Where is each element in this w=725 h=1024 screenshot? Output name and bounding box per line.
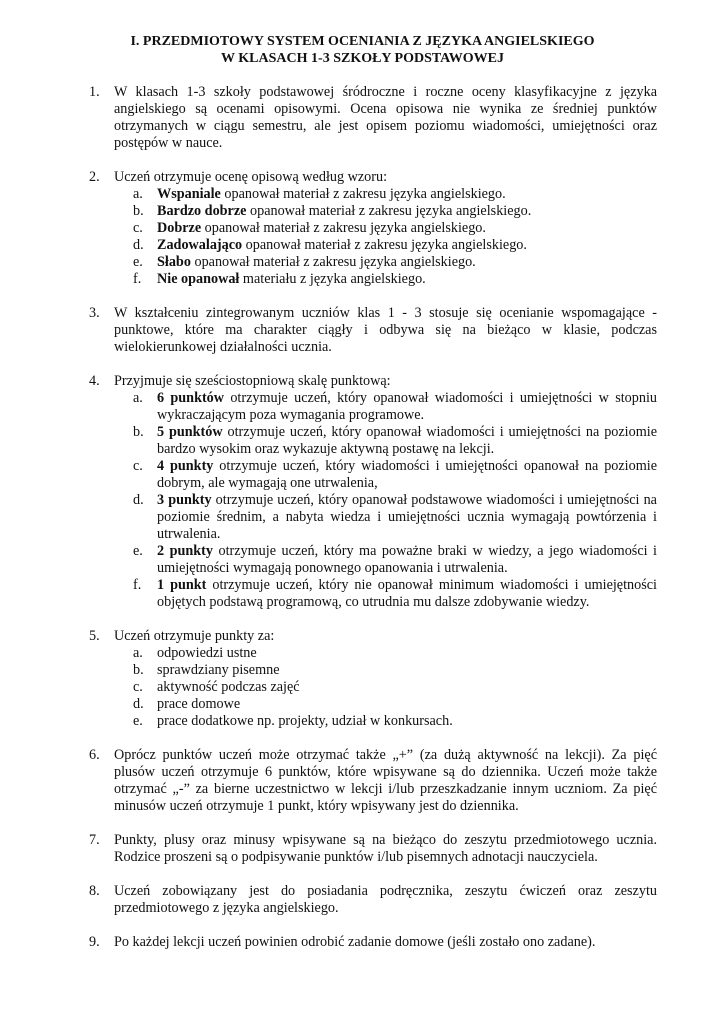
sub-item-letter: f. [133,577,142,593]
sub-list-item [0,220,725,237]
sub-item-bold-term: Bardzo dobrze [157,203,247,219]
sub-item-letter: b. [133,203,144,219]
sub-item-bold-term: Wspaniale [157,186,221,202]
sub-item-text: sprawdziany pisemne [157,662,280,678]
sub-item-bold-term: 2 punkty [157,543,213,559]
sub-item-letter: a. [133,390,143,406]
sub-item-bold-term: Nie opanował [157,271,240,287]
sub-list-item [0,679,725,696]
list-item-text: Przyjmuje się sześciostopniową skalę punktową: [114,373,391,389]
sub-item-bold-term: 5 punktów [157,424,223,440]
sub-item-bold-term: 6 punktów [157,390,225,406]
sub-item-letter: d. [133,492,144,508]
sub-item-letter: e. [133,543,143,559]
sub-list-item [0,492,725,543]
list-item-text: W kształceniu zintegrowanym uczniów klas 1 - 3 stosuje się ocenianie wspomagające - punktowe, które ma charakter ciągły i odbywa się na bieżąco w klasie, podczas wielokierunkowej działalności ucznia. [114,305,657,355]
sub-item-text: opanował materiał z zakresu języka angielskiego. [246,203,532,219]
sub-list [0,645,725,730]
title-line-2: W KLASACH 1-3 SZKOŁY PODSTAWOWEJ [221,51,504,66]
sub-item-text: opanował materiał z zakresu języka angielskiego. [201,220,486,236]
list-item-number: 1. [89,84,100,100]
sub-list-item [0,203,725,220]
list-item [0,305,725,356]
sub-item-text: otrzymuje uczeń, który opanował wiadomości i umiejętności na poziomie bardzo wysokim oraz wykazuje aktywną postawę na lekcji. [157,424,657,457]
sub-item-letter: a. [133,186,143,202]
sub-list-item [0,271,725,288]
sub-item-letter: f. [133,271,142,287]
sub-item-text: otrzymuje uczeń, który nie opanował minimum wiadomości i umiejętności objętych podstawą programową, co utrudnia mu dalsze zdobywanie wiedzy. [157,577,657,610]
list-item-text: Punkty, plusy oraz minusy wpisywane są na bieżąco do zeszytu przedmiotowego ucznia. Rodzice proszeni są o podpisywanie punktów i/lub pisemnych adnotacji nauczyciela. [114,832,657,865]
list-item-number: 3. [89,305,100,321]
sub-item-bold-term: 1 punkt [157,577,207,593]
sub-list-item [0,543,725,577]
sub-list-item [0,254,725,271]
sub-list-item [0,186,725,203]
sub-item-text: opanował materiał z zakresu języka angielskiego. [242,237,527,253]
list-item-number: 4. [89,373,100,389]
list-item-text: Oprócz punktów uczeń może otrzymać także „+” (za dużą aktywność na lekcji). Za pięć plusów uczeń otrzymuje 6 punktów, które wpisywane są do dziennika. Uczeń może także otrzymać „-” za bierne uczestnictwo w lekcji i/lub przeszkadzanie innym uczniom. Za pięć minusów uczeń otrzymuje 1 punkt, który wpisywany jest do dziennika. [114,747,657,814]
list-item-number: 9. [89,934,100,950]
sub-item-bold-term: Słabo [157,254,191,270]
sub-item-text: aktywność podczas zajęć [157,679,300,695]
title-line-1: I. PRZEDMIOTOWY SYSTEM OCENIANIA Z JĘZYKA ANGIELSKIEGO [130,34,595,49]
list-item-text: W klasach 1-3 szkoły podstawowej śródroczne i roczne oceny klasyfikacyjne z języka angielskiego są ocenami opisowymi. Ocena opisowa nie wynika ze średniej punktów otrzymanych w ciągu semestru, ale jest opisem poziomu wiadomości, umiejętności oraz postępów w nauce. [114,84,657,151]
sub-item-letter: e. [133,254,143,270]
list-item-number: 5. [89,628,100,644]
list-item [0,883,725,917]
list-item [0,84,725,152]
list-item-number: 8. [89,883,100,899]
sub-item-letter: d. [133,237,144,253]
document-title [60,33,665,67]
sub-item-letter: e. [133,713,143,729]
list-item [0,832,725,866]
sub-list [0,186,725,288]
list-item-text: Po każdej lekcji uczeń powinien odrobić zadanie domowe (jeśli zostało ono zadane). [114,934,596,950]
sub-item-letter: d. [133,696,144,712]
sub-list-item [0,237,725,254]
sub-list-item [0,662,725,679]
sub-item-text: otrzymuje uczeń, który opanował wiadomości i umiejętności w stopniu wykraczającym poza wymagania programowe. [157,390,657,423]
list-item-number: 7. [89,832,100,848]
list-item [0,373,725,611]
sub-item-text: otrzymuje uczeń, który wiadomości i umiejętności opanował na poziomie dobrym, ale wymagają one utrwalenia, [157,458,657,491]
sub-item-text: otrzymuje uczeń, który opanował podstawowe wiadomości i umiejętności na poziomie średnim, a nabyta wiedza i umiejętności ucznia wymagają powtórzenia i utrwalenia. [157,492,657,542]
sub-item-text: prace domowe [157,696,241,712]
list-item [0,747,725,815]
sub-list-item [0,696,725,713]
sub-item-letter: b. [133,424,144,440]
sub-item-bold-term: 3 punkty [157,492,212,508]
list-item-text: Uczeń otrzymuje punkty za: [114,628,275,644]
sub-list-item [0,577,725,611]
list-item-text: Uczeń otrzymuje ocenę opisową według wzoru: [114,169,388,185]
sub-item-letter: c. [133,679,143,695]
list-item [0,169,725,288]
list-item [0,934,725,951]
sub-item-letter: c. [133,458,143,474]
sub-list-item [0,424,725,458]
sub-list-item [0,390,725,424]
list-item-number: 2. [89,169,100,185]
sub-item-letter: c. [133,220,143,236]
sub-item-text: opanował materiał z zakresu języka angielskiego. [190,254,476,270]
sub-item-text: materiału z języka angielskiego. [239,271,426,287]
sub-item-text: odpowiedzi ustne [157,645,257,661]
sub-item-bold-term: Zadowalająco [157,237,243,253]
sub-item-letter: a. [133,645,143,661]
sub-list-item [0,713,725,730]
document-body [0,84,725,968]
sub-item-text: prace dodatkowe np. projekty, udział w konkursach. [157,713,453,729]
sub-list-item [0,458,725,492]
list-item-number: 6. [89,747,100,763]
sub-list [0,390,725,611]
sub-item-bold-term: 4 punkty [157,458,214,474]
sub-item-bold-term: Dobrze [157,220,202,236]
list-item [0,628,725,730]
sub-list-item [0,645,725,662]
sub-item-letter: b. [133,662,144,678]
sub-item-text: otrzymuje uczeń, który ma poważne braki w wiedzy, a jego wiadomości i umiejętności wymagają ponownego opanowania i utrwalenia. [157,543,658,576]
list-item-text: Uczeń zobowiązany jest do posiadania podręcznika, zeszytu ćwiczeń oraz zeszytu przedmiotowego z języka angielskiego. [114,883,657,916]
sub-item-text: opanował materiał z zakresu języka angielskiego. [220,186,506,202]
